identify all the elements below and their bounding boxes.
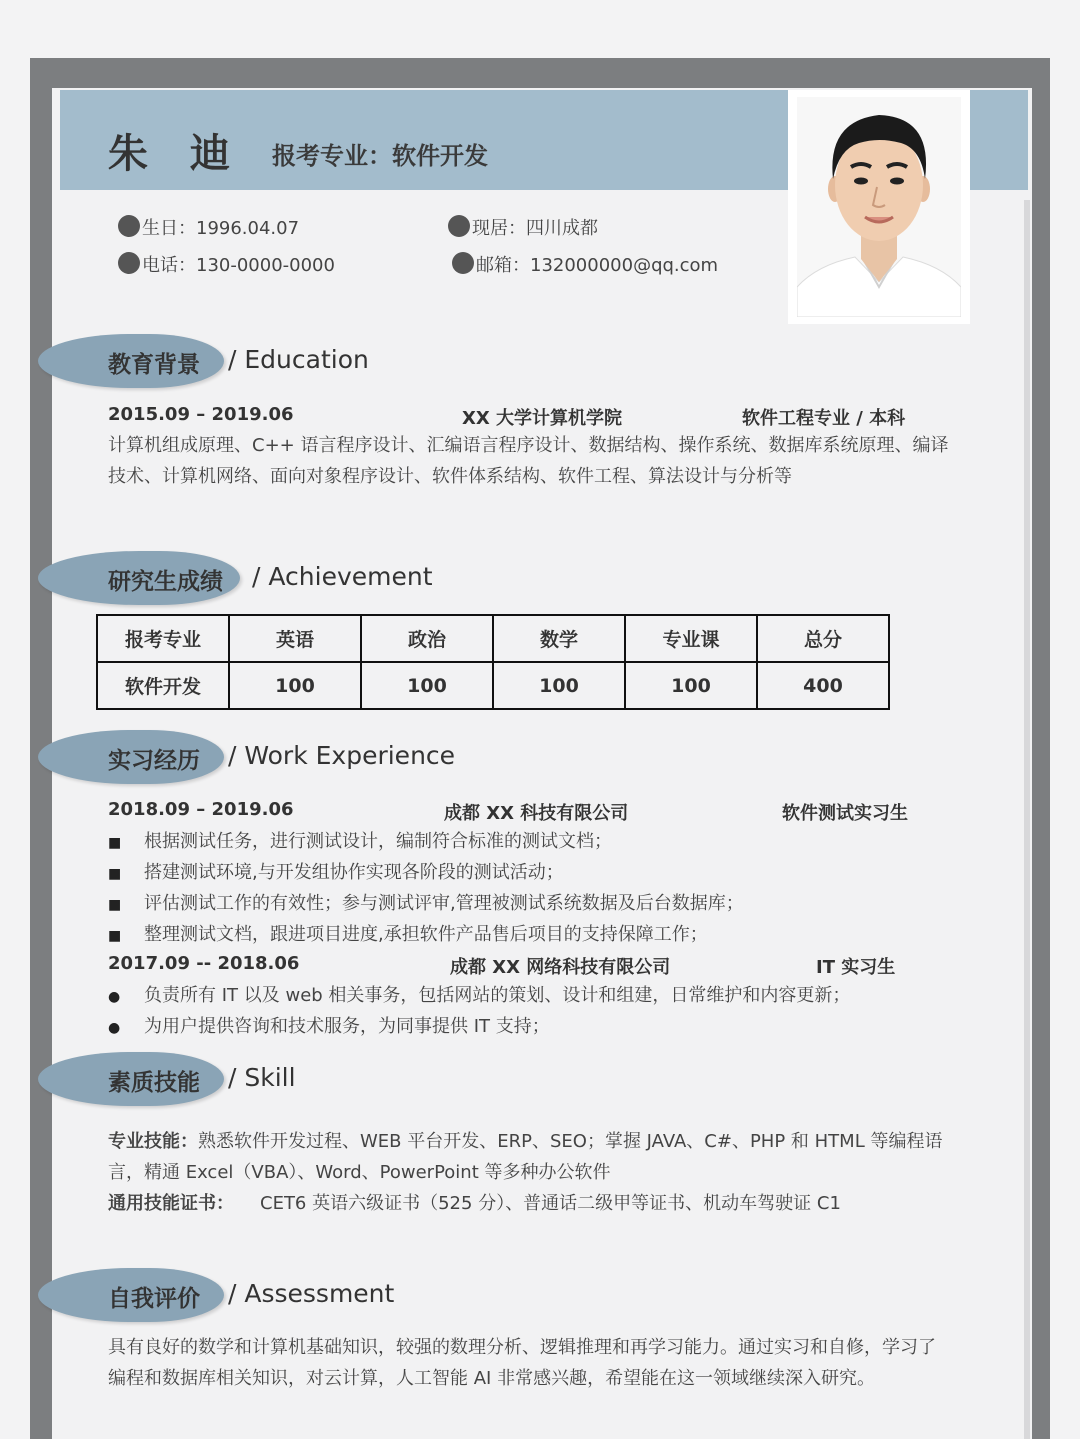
list-item [108,888,744,919]
scores-header-cell: 政治 [361,615,493,662]
work-2-role: IT 实习生 [816,957,896,978]
birth-text: 生日：1996.04.07 [142,218,300,239]
scores-header-cell: 英语 [229,615,361,662]
location-icon [448,215,470,237]
email-info [452,251,718,277]
list-item [108,857,744,888]
skill-certificates [108,1188,1008,1219]
work-2-duties [108,980,850,1042]
education-school: XX 大学计算机学院 [462,408,623,429]
section-title-education: 教育背景 [108,352,200,378]
residence-text: 现居：四川成都 [472,218,598,239]
phone-icon [118,252,140,274]
work-1-company: 成都 XX 科技有限公司 [444,803,629,824]
round-bullet-icon: ● [108,989,121,1005]
residence-info [448,214,598,240]
work-2-company: 成都 XX 网络科技有限公司 [450,957,671,978]
section-subtitle-work: / Work Experience [228,741,456,770]
applied-major: 报考专业：软件开发 [272,142,488,170]
person-icon [118,215,140,237]
assessment-line-2: 编程和数据库相关知识，对云计算，人工智能 AI 非常感兴趣，希望能在这一领域继续深入研究。 [108,1368,876,1389]
work-1-role: 软件测试实习生 [782,803,908,824]
scores-value-row [97,662,889,709]
square-bullet-icon: ■ [108,835,122,851]
duty-text: 根据测试任务，进行测试设计，编制符合标准的测试文档； [144,831,612,852]
candidate-name: 朱 迪 [108,131,244,177]
phone-text: 电话：130-0000-0000 [142,255,335,276]
work-1-period: 2018.09 – 2019.06 [108,799,294,820]
scores-header-cell: 专业课 [625,615,757,662]
education-period: 2015.09 – 2019.06 [108,404,294,425]
education-degree: 软件工程专业 / 本科 [742,408,906,429]
scores-value-cell: 100 [361,662,493,709]
scores-header-cell: 数学 [493,615,625,662]
phone-info [118,251,335,277]
section-title-work: 实习经历 [108,748,200,774]
duty-text: 整理测试文档，跟进项目进度,承担软件产品售后项目的支持保障工作； [144,924,708,945]
outer-frame-right [1032,58,1050,1439]
education-courses-line-1: 计算机组成原理、C++ 语言程序设计、汇编语言程序设计、数据结构、操作系统、数据库系统原理、编译 [108,435,949,456]
assessment-text [108,1332,1008,1394]
duty-text: 搭建测试环境,与开发组协作实现各阶段的测试活动； [144,862,564,883]
square-bullet-icon: ■ [108,928,122,944]
scores-header-cell: 报考专业 [97,615,229,662]
work-2-period: 2017.09 -- 2018.06 [108,953,300,974]
scores-value-cell: 100 [625,662,757,709]
section-subtitle-assessment: / Assessment [228,1279,395,1308]
skill-professional-text-1: 熟悉软件开发过程、WEB 平台开发、ERP、SEO；掌握 JAVA、C#、PHP 和 HTML 等编程语 [198,1131,943,1152]
scores-value-cell: 100 [229,662,361,709]
section-title-assessment: 自我评价 [108,1286,200,1312]
section-title-skill: 素质技能 [108,1070,200,1096]
list-item [108,826,744,857]
section-subtitle-education: / Education [228,345,369,374]
birth-info [118,214,299,240]
mail-icon [452,252,474,274]
skill-cert-text: CET6 英语六级证书（525 分）、普通话二级甲等证书、机动车驾驶证 C1 [260,1193,841,1214]
sheet-shadow [1024,200,1030,1439]
section-title-achievement: 研究生成绩 [108,569,223,595]
skill-professional [108,1126,1008,1188]
square-bullet-icon: ■ [108,866,122,882]
assessment-line-1: 具有良好的数学和计算机基础知识，较强的数理分析、逻辑推理和再学习能力。通过实习和自修，学习了 [108,1337,936,1358]
square-bullet-icon: ■ [108,897,122,913]
scores-table [96,614,890,710]
duty-text: 为用户提供咨询和技术服务，为同事提供 IT 支持； [144,1016,550,1037]
scores-header-cell: 总分 [757,615,889,662]
section-subtitle-skill: / Skill [228,1063,296,1092]
skill-professional-line-1 [108,1126,1008,1157]
duty-text: 负责所有 IT 以及 web 相关事务，包括网站的策划、设计和组建，日常维护和内容更新； [144,985,851,1006]
scores-header-row [97,615,889,662]
skill-professional-text-2: 言，精通 Excel（VBA）、Word、PowerPoint 等多种办公软件 [108,1162,611,1183]
duty-text: 评估测试工作的有效性；参与测试评审,管理被测试系统数据及后台数据库； [144,893,744,914]
list-item [108,1011,850,1042]
education-courses [108,430,1008,492]
list-item [108,980,850,1011]
scores-value-cell: 100 [493,662,625,709]
skill-cert-label: 通用技能证书： [108,1193,234,1214]
scores-value-cell: 软件开发 [97,662,229,709]
profile-photo [797,97,961,317]
round-bullet-icon: ● [108,1020,121,1036]
list-item [108,919,744,950]
section-subtitle-achievement: / Achievement [252,562,433,591]
skill-professional-label: 专业技能： [108,1131,198,1152]
email-text: 邮箱：132000000@qq.com [476,255,719,276]
outer-frame-top [30,58,1050,88]
scores-value-cell: 400 [757,662,889,709]
work-1-duties [108,826,744,950]
education-courses-line-2: 技术、计算机网络、面向对象程序设计、软件体系结构、软件工程、算法设计与分析等 [108,466,792,487]
